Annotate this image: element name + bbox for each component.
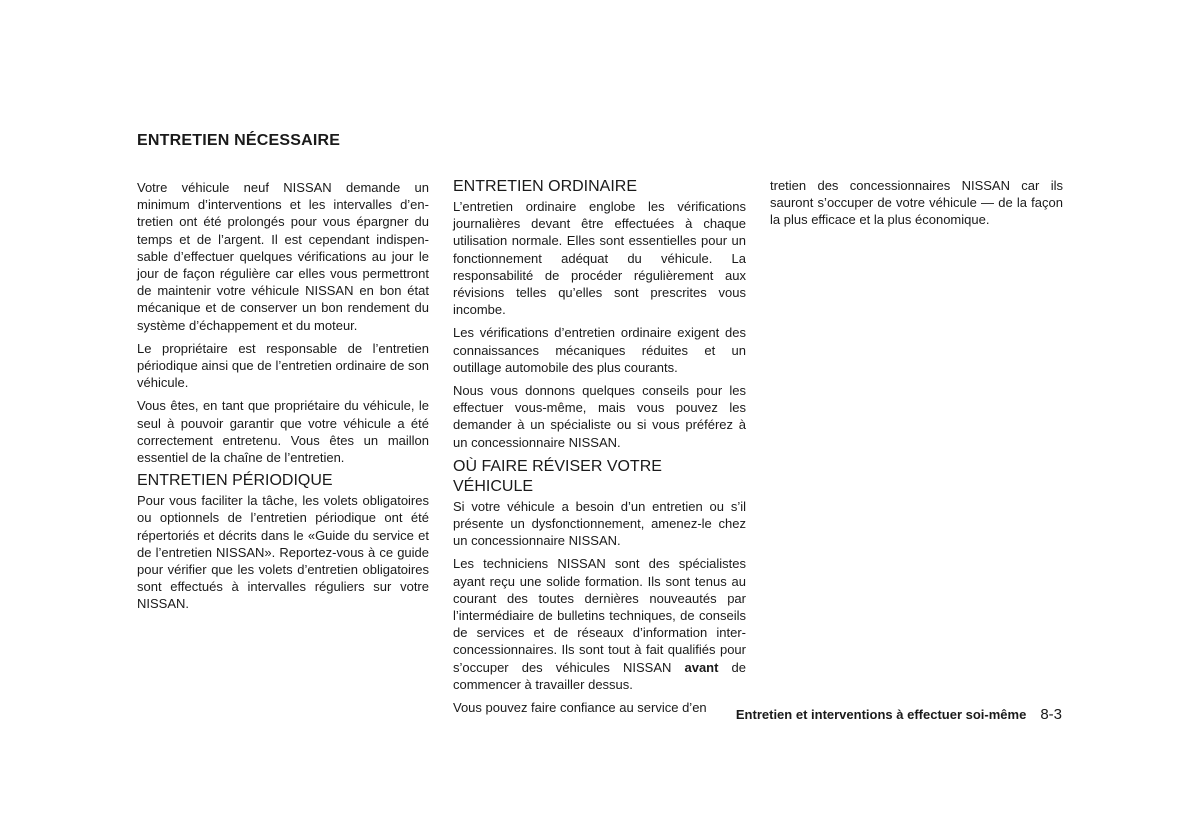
footer-section-title: Entretien et interventions à effectuer soi-même <box>735 707 1027 722</box>
section-heading-reviser: OÙ FAIRE RÉVISER VOTRE VÉHICULE <box>453 457 662 495</box>
paragraph: Vous pouvez faire confiance au service d’en <box>453 700 707 716</box>
column-right <box>770 177 1063 235</box>
paragraph <box>453 555 746 693</box>
column-left <box>137 179 429 619</box>
paragraph: tretien des concessionnaires NISSAN car ils sauront s’occuper de votre véhicule — de la façon la plus efficace et la plus économique. <box>770 178 1063 228</box>
section-heading-periodique: ENTRETIEN PÉRIODIQUE <box>137 472 333 490</box>
emphasis-text: avant <box>684 659 719 675</box>
page-title: ENTRETIEN NÉCESSAIRE <box>137 132 341 149</box>
paragraph: Pour vous faciliter la tâche, les volets obligatoires ou optionnels de l’entretien périodique ont été répertoriés et décrits dans le «Guide du service et de l’entretien NISSAN». Reportez-vous à ce guide pour vérifier que les volets d’entretien obligatoires sont effectués à intervalles réguliers sur votre NISSAN. <box>137 493 429 612</box>
text-run: Les techniciens NISSAN sont des spécialistes ayant reçu une solide formation. Ils sont tenus au courant des toutes dernières nouveautés par l’intermédiaire de bulletins techniques, de conseils de services et de réseaux d’information inter-concessionnaires. Ils sont tout à fait qualifiés pour s’occuper des véhicules NISSAN <box>453 556 746 675</box>
page-number: 8-3 <box>1040 706 1062 723</box>
paragraph: Vous êtes, en tant que propriétaire du véhicule, le seul à pouvoir garantir que votre véhicule a été correctement entretenu. Vous êtes un maillon essentiel de la chaîne de l’entretien. <box>137 398 429 466</box>
text-run: de commencer à travailler dessus. <box>453 659 746 692</box>
section-heading-ordinaire: ENTRETIEN ORDINAIRE <box>453 178 638 195</box>
paragraph: Les vérifications d’entretien ordinaire exigent des connaissances mécaniques réduites et un outillage automobile des plus courants. <box>453 325 746 375</box>
paragraph: Votre véhicule neuf NISSAN demande un minimum d’interventions et les intervalles d’entretien ont été prolongés pour vous épargner du temps et de l’argent. Il est cependant indispensable d’effectuer quelques vérifications au jour le jour de façon régulière car elles vous permettront de maintenir votre véhicule NISSAN en bon état mécanique et de conserver un bon rendement du système d’échappement et du moteur. <box>137 180 429 333</box>
paragraph: L’entretien ordinaire englobe les vérifications journalières devant être effectuées à chaque utilisation normale. Elles sont essentielles pour un fonctionnement adéquat du véhicule. La responsabilité de procéder régulièrement aux révisions telles qu’elles sont prescrites vous incombe. <box>453 199 746 318</box>
paragraph: Le propriétaire est responsable de l’entretien périodique ainsi que de l’entretien ordinaire de son véhicule. <box>137 340 429 391</box>
paragraph: Nous vous donnons quelques conseils pour les effectuer vous-même, mais vous pouvez les demander à un spécialiste ou si vous préférez à un concessionnaire NISSAN. <box>453 383 746 450</box>
column-middle <box>453 177 746 722</box>
paragraph: Si votre véhicule a besoin d’un entretien ou s’il présente un dysfonctionnement, amenez-le chez un concessionnaire NISSAN. <box>453 498 746 549</box>
page-footer <box>736 706 1062 723</box>
